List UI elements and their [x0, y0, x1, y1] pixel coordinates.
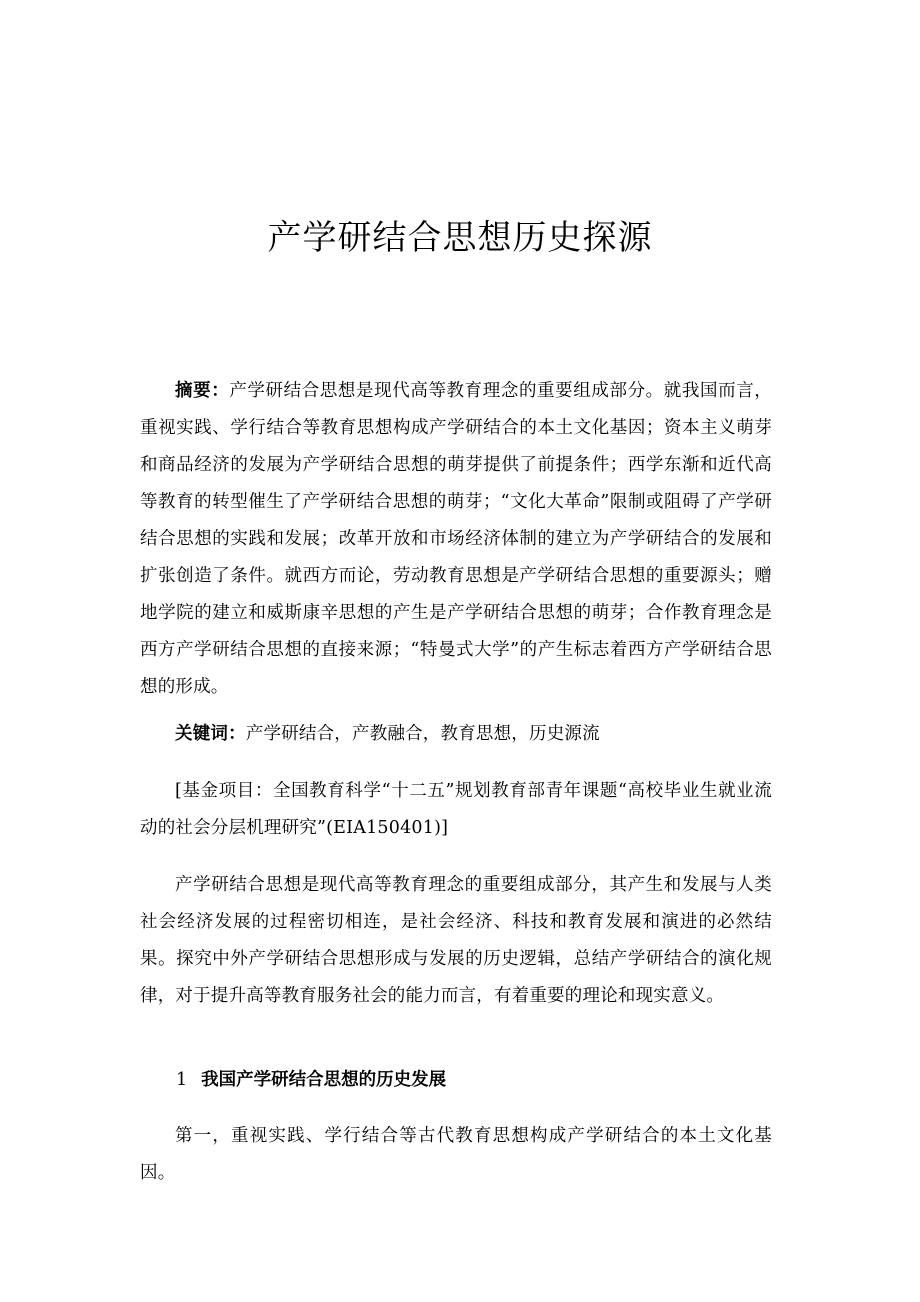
section-heading: [176, 1062, 446, 1099]
abstract-text: 产学研结合思想是现代高等教育理念的重要组成部分。就我国而言，重视实践、学行结合等教育思想构成产学研结合的本土文化基因；资本主义萌芽和商品经济的发展为产学研结合思想的萌芽提供了前提条件；西学东渐和近代高等教育的转型催生了产学研结合思想的萌芽；“文化大革命”限制或阻碍了产学研结合思想的实践和发展；改革开放和市场经济体制的建立为产学研结合的发展和扩张创造了条件。就西方而论，劳动教育思想是产学研结合思想的重要源头；赠地学院的建立和威斯康辛思想的产生是产学研结合思想的萌芽；合作教育理念是西方产学研结合思想的直接来源；“特曼式大学”的产生标志着西方产学研结合思想的形成。: [140, 381, 772, 697]
keywords-paragraph: [140, 716, 772, 753]
section-paragraph: 第一，重视实践、学行结合等古代教育思想构成产学研结合的本土文化基因。: [140, 1126, 772, 1183]
keywords-text: 产学研结合，产教融合，教育思想，历史源流: [245, 724, 600, 744]
section-title: 我国产学研结合思想的历史发展: [201, 1070, 447, 1090]
keywords-label: 关键词：: [175, 724, 246, 744]
fund-note: [基金项目：全国教育科学“十二五”规划教育部青年课题“高校毕业生就业流动的社会分层机理研究”(EIA150401)]: [140, 781, 772, 838]
abstract-paragraph: [140, 373, 772, 706]
intro-paragraph: 产学研结合思想是现代高等教育理念的重要组成部分，其产生和发展与人类社会经济发展的过程密切相连，是社会经济、科技和教育发展和演进的必然结果。探究中外产学研结合思想形成与发展的历史逻辑，总结产学研结合的演化规律，对于提升高等教育服务社会的能力而言，有着重要的理论和现实意义。: [140, 875, 772, 1006]
document-title: 产学研结合思想历史探源: [267, 217, 653, 258]
section-number: 1: [176, 1070, 188, 1090]
abstract-label: 摘要：: [175, 381, 230, 401]
